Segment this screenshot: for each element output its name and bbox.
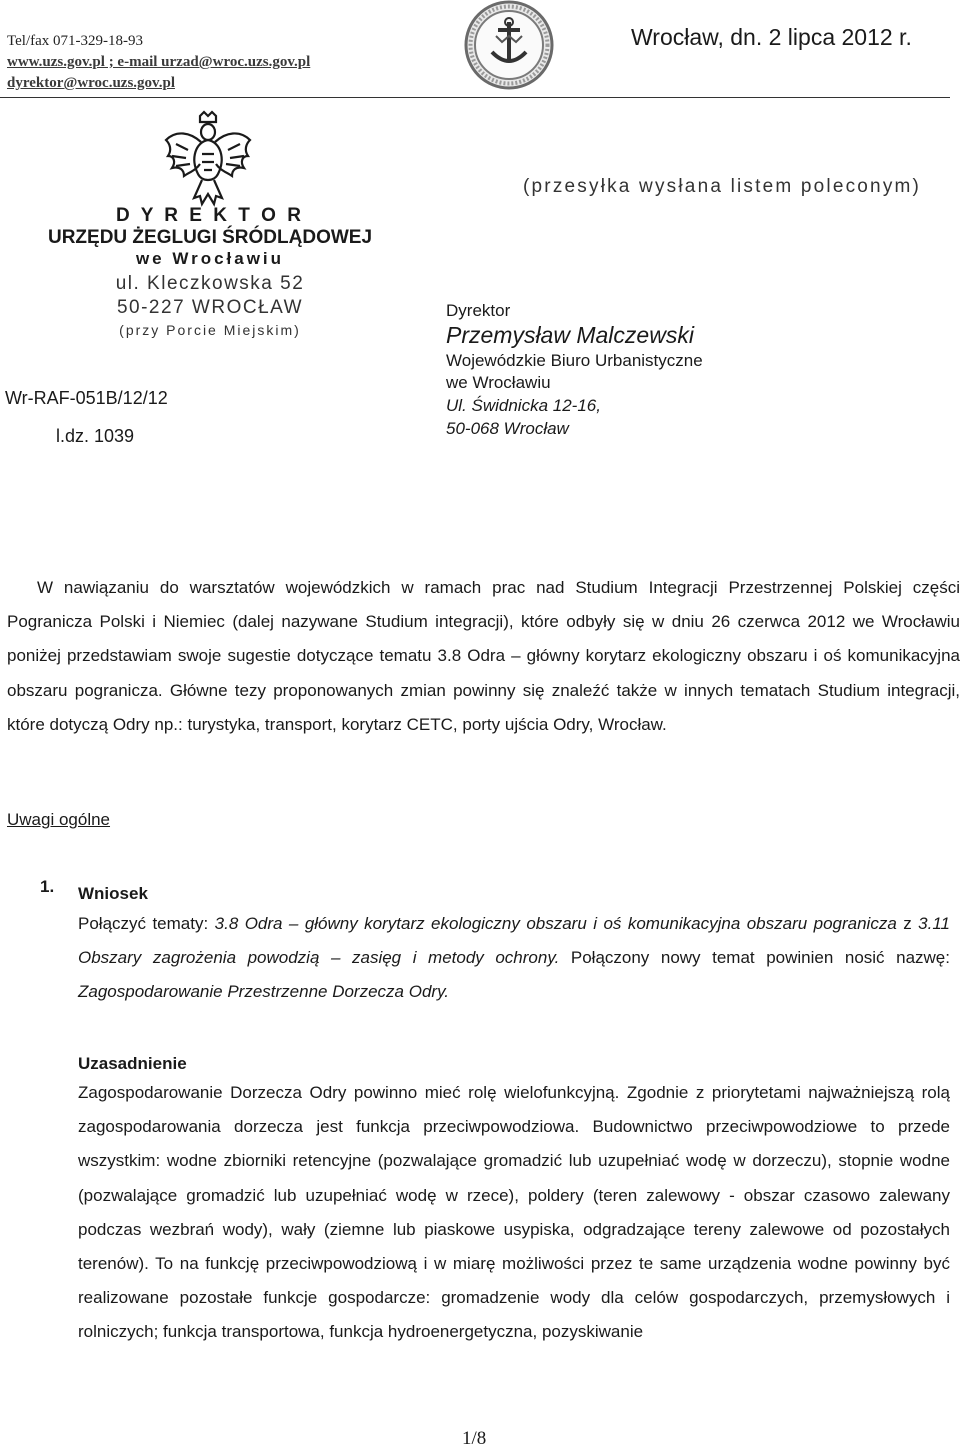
wniosek-topic-2: 3.11 Obszary zagrożenia powodzią – zasięg i metody ochrony. — [78, 914, 950, 968]
sender-city: we Wrocławiu — [135, 249, 285, 268]
section-heading: Uwagi ogólne — [7, 810, 111, 829]
ldz-number: l.dz. 1039 — [56, 426, 135, 446]
recipient-org: Wojewódzkie Biuro Urbanistyczne — [446, 351, 703, 370]
sender-street: ul. Kleczkowska 52 — [115, 273, 305, 294]
polish-eagle-emblem-icon — [160, 110, 256, 208]
justification-title: Uzasadnienie — [78, 1054, 187, 1073]
justification-text: Zagospodarowanie Dorzecza Odry powinno mieć rolę wielofunkcyjną. Zgodnie z priorytetami najważniejszą rolą zagospodarowania dorzecza jest funkcja przeciwpowodziowa. Budownictwo przeciwpowodziowe to przede wszystkim: wodne zbiorniki retencyjne (pozwalające gromadzić lub uzupełniać wodę w dorzeczu), stopnie wodne (pozwalające gromadzić lub uzupełniać wodę w rzece), poldery (teren zalewowy - obszar czasowo zalewany podczas wezbrań wody), wały (ziemne lub piaskowe usypiska, odgradzające tereny zalewowe od pozostałych terenów). To na funkcję przeciwpowodziową i w miarę możliwości przez te same urządzenia wodne powinny być realizowane pozostałe funkcje gospodarcze: gromadzenie wody dla celów gospodarczych, przemysłowych i rolniczych; funkcja transportowa, funkcja hydroenergetyczna, pozyskiwanie — [78, 1083, 950, 1342]
recipient-block — [446, 300, 703, 440]
contact-block — [7, 31, 310, 94]
letter-date: Wrocław, dn. 2 lipca 2012 r. — [631, 24, 912, 50]
reference-number: Wr-RAF-051B/12/12 — [5, 388, 168, 408]
page-number: 1/8 — [462, 1428, 487, 1449]
header-divider — [0, 97, 950, 98]
intro-paragraph — [7, 571, 960, 742]
wniosek-part-c: z — [896, 914, 919, 933]
wniosek-part-a: Połączyć tematy: — [78, 914, 215, 933]
office-seal-icon — [452, 0, 566, 90]
contact-director-email[interactable]: dyrektor@wroc.uzs.gov.pl — [7, 75, 175, 91]
sender-title: D Y R E K T O R — [116, 205, 304, 226]
contact-phone: Tel/fax 071-329-18-93 — [7, 33, 143, 49]
mail-note: (przesyłka wysłana listem poleconym) — [523, 176, 922, 197]
item-number: 1. — [40, 877, 55, 896]
item-title: Wniosek — [78, 884, 148, 903]
wniosek-topic-1: 3.8 Odra – główny korytarz ekologiczny obszaru i oś komunikacyjna obszaru pogranicza — [214, 914, 897, 933]
contact-website-email[interactable]: www.uzs.gov.pl ; e-mail urzad@wroc.uzs.gov.pl — [7, 54, 311, 70]
recipient-city: we Wrocławiu — [446, 373, 551, 392]
recipient-street: Ul. Świdnicka 12-16, — [446, 396, 601, 415]
wniosek-text — [78, 907, 950, 1010]
recipient-role: Dyrektor — [446, 301, 511, 320]
wniosek-part-e: Połączony nowy temat powinien nosić nazwę: — [559, 948, 950, 968]
sender-block — [0, 205, 420, 340]
recipient-name: Przemysław Malczewski — [446, 322, 694, 348]
wniosek-new-name: Zagospodarowanie Przestrzenne Dorzecza Odry. — [78, 982, 450, 1002]
intro-text: W nawiązaniu do warsztatów wojewódzkich w ramach prac nad Studium Integracji Przestrzennej Polskiej części Pogranicza Polski i Niemiec (dalej nazywane Studium integracji), które odbyły się w dniu 26 czerwca 2012 we Wrocławiu poniżej przedstawiam swoje sugestie dotyczące tematu 3.8 Odra – główny korytarz ekologiczny obszaru i oś komunikacyjna obszaru pogranicza. Główne tezy proponowanych zmian powinny się znaleźć także w innych tematach Studium integracji, które dotyczą Odry np.: turystyka, transport, korytarz CETC, porty ujścia Odry, Wrocław. — [7, 578, 960, 734]
sender-postal: 50-227 WROCŁAW — [116, 297, 304, 318]
recipient-postal: 50-068 Wrocław — [446, 419, 569, 438]
sender-note: (przy Porcie Miejskim) — [119, 322, 301, 338]
sender-office: URZĘDU ŻEGLUGI ŚRÓDLĄDOWEJ — [47, 227, 373, 248]
